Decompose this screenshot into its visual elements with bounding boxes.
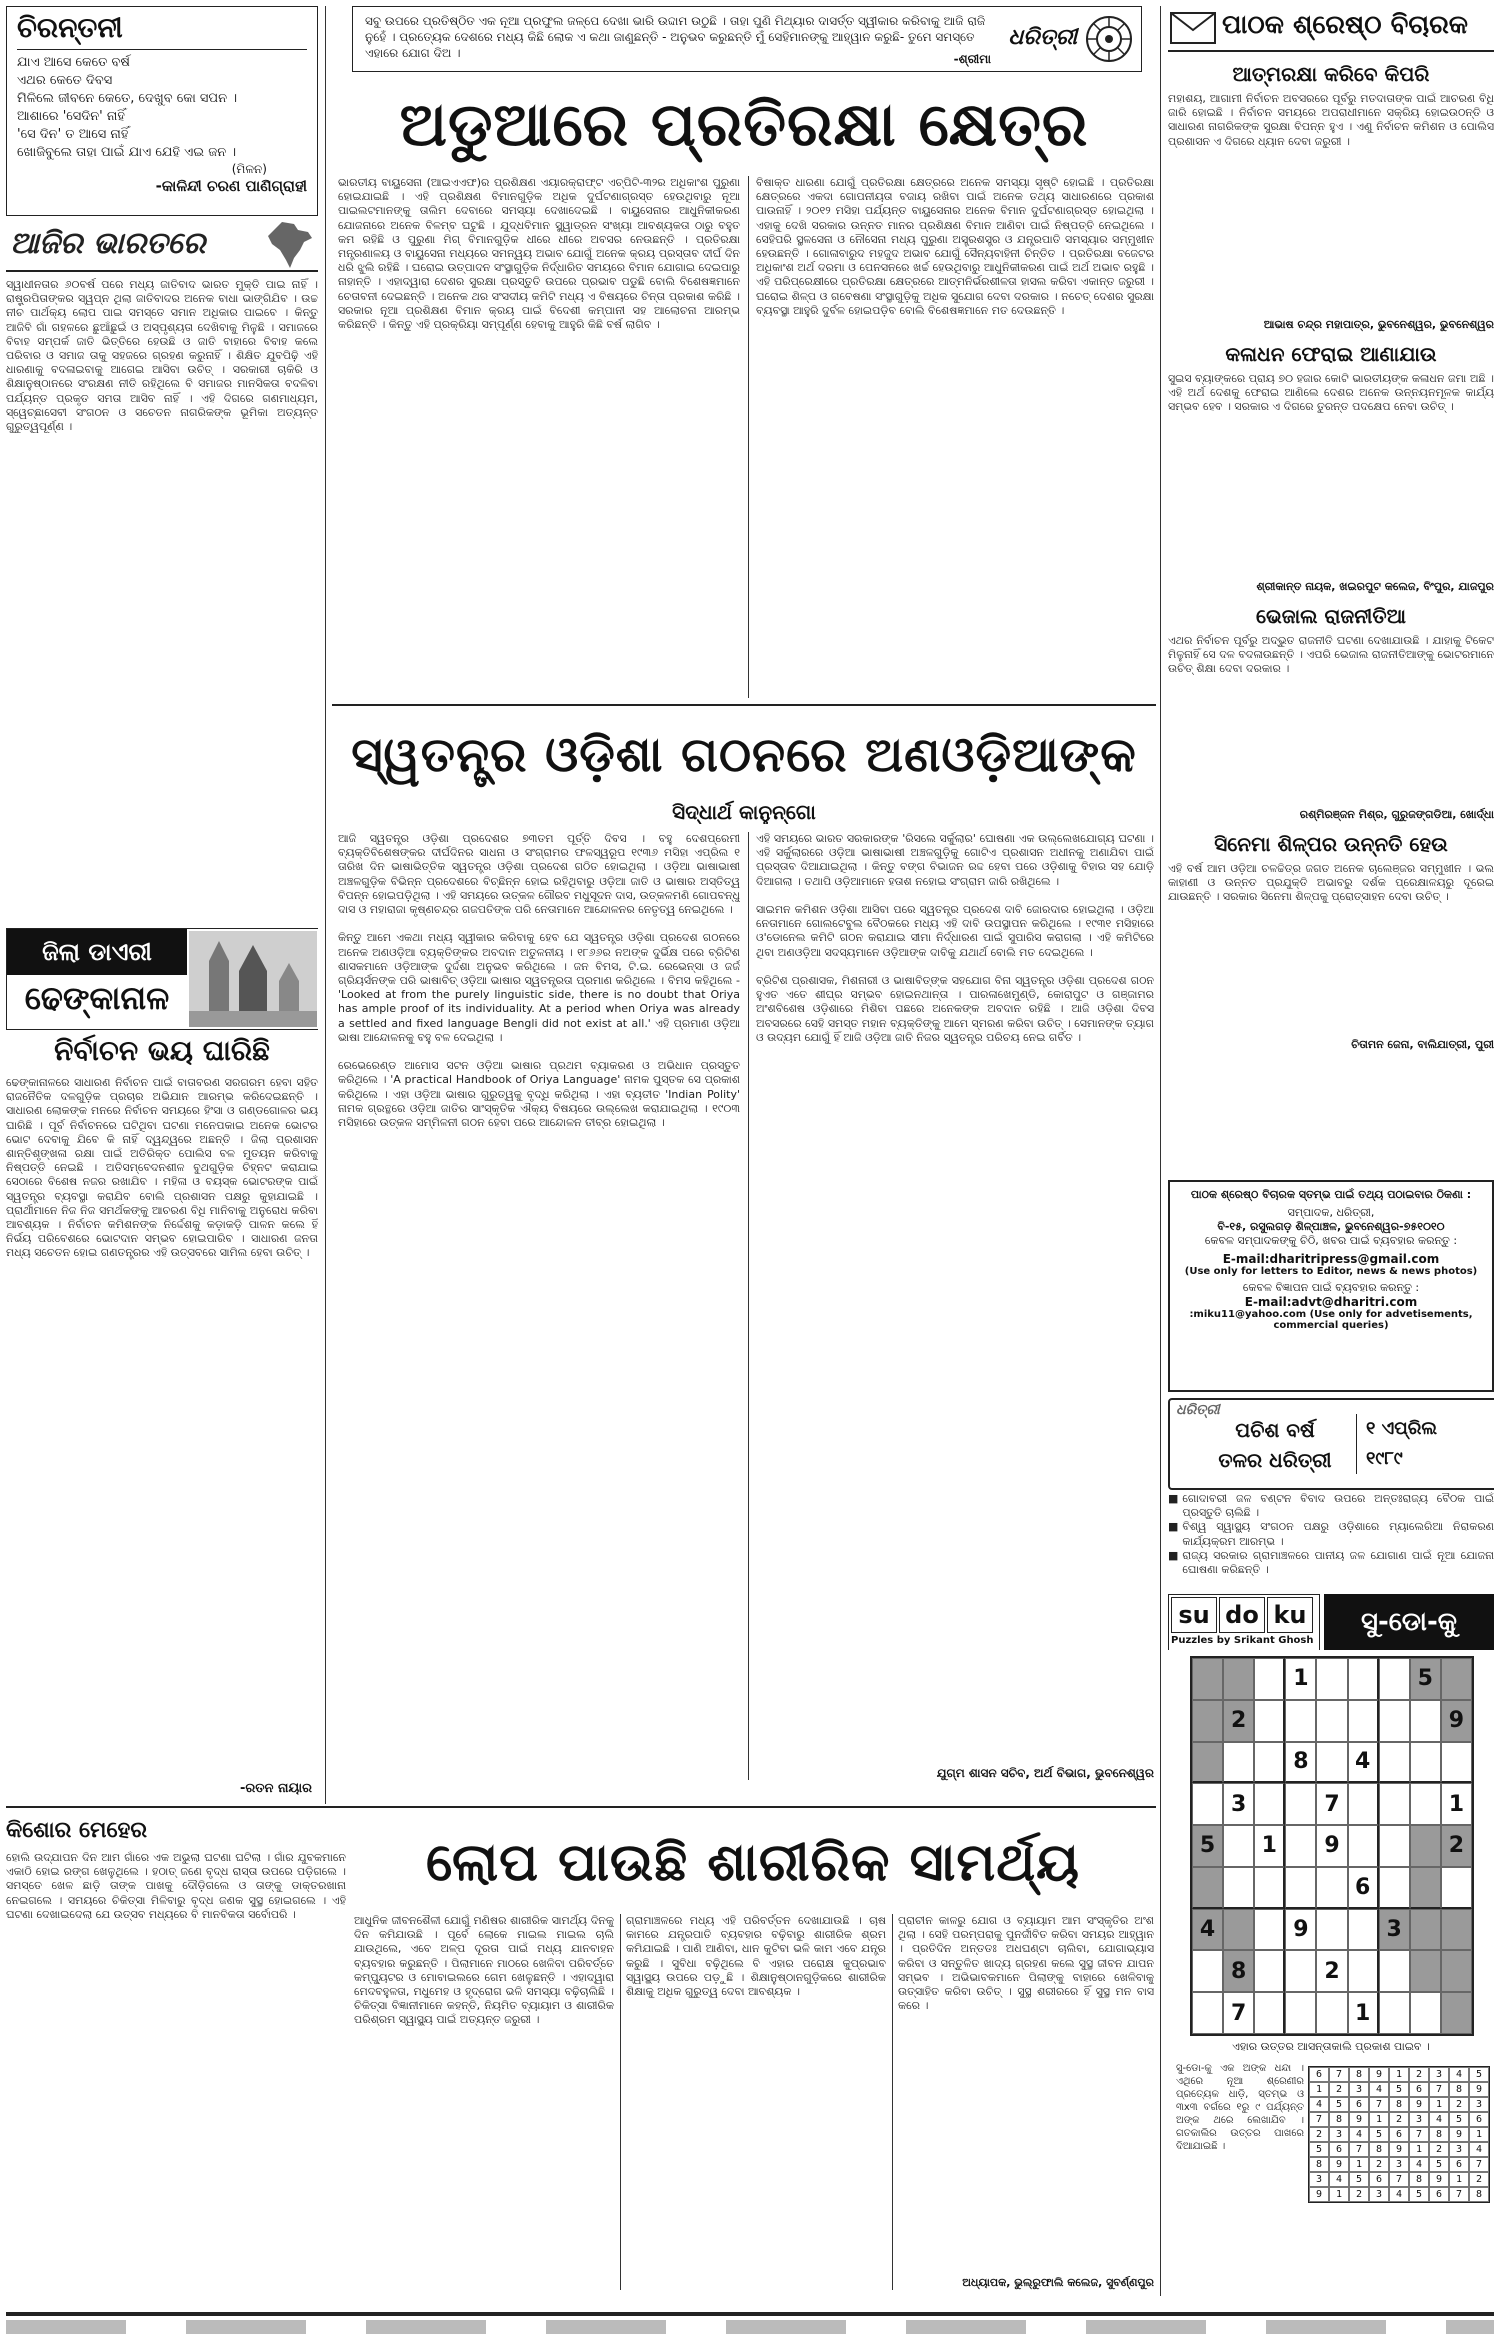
mini-answer-cell: 5 [1349,2172,1369,2187]
mini-answer-cell: 1 [1329,2187,1349,2202]
mini-answer-cell: 1 [1369,2112,1389,2127]
mini-answer-cell: 4 [1349,2127,1369,2142]
sudoku-cell[interactable]: 7 [1316,1783,1347,1825]
sudoku-cell[interactable] [1316,1658,1347,1700]
sudoku-cell[interactable] [1410,1825,1441,1867]
pachisa-divider [1356,1414,1357,1474]
mini-answer-cell: 8 [1309,2157,1329,2172]
mini-answer-cell: 9 [1469,2082,1489,2097]
bottom-column-3: ପ୍ରାଚୀନ କାଳରୁ ଯୋଗ ଓ ବ୍ୟାୟାମ ଆମ ସଂସ୍କୃତିର ଅଂଶ ଥିଲା । ସେହି ପରମ୍ପରାକୁ ପୁନର୍ଜୀବିତ କରିବା ସମୟର ଆହ୍ୱାନ । ପ୍ରତିଦିନ ଅନ୍ତତଃ ଅଧଘଣ୍ଟା ଚାଲିବା, ଯୋଗାଭ୍ୟାସ କରିବା ଓ ସନ୍ତୁଳିତ ଖାଦ୍ୟ ଗ୍ରହଣ କଲେ ସୁସ୍ଥ ଜୀବନ ଯାପନ ସମ୍ଭବ । ଅଭିଭାବକମାନେ ପିଲାଙ୍କୁ ବାହାରେ ଖେଳିବାକୁ ଉତ୍ସାହିତ କରିବା ଉଚିତ୍ । ସୁସ୍ଥ ଶରୀରରେ ହିଁ ସୁସ୍ଥ ମନ ବାସ କରେ । [898,1914,1154,2013]
aaji-bharat-body: ସ୍ୱାଧୀନତାର ୬୦ବର୍ଷ ପରେ ମଧ୍ୟ ଜାତିବାଦ ଭାରତ ମୁକ୍ତି ପାଇ ନାହିଁ । ରାଷ୍ଟ୍ରପିତାଙ୍କର ସ୍ୱପ୍ନ ଥିଲା ଜାତିବାଦର ଅନେକ ବାଧା ଭାଙ୍ଗିଯିବ । ଉଚ୍ଚ ନୀଚ ପାର୍ଥକ୍ୟ ଲୋପ ପାଇ ସମସ୍ତେ ସମାନ ଅଧିକାର ପାଇବେ । କିନ୍ତୁ ଆଜିବି ଗାଁ ଗହଳରେ ଛୁଆଁଛୁଇଁ ଓ ଅସ୍ପୃଶ୍ୟତା ଦେଖିବାକୁ ମିଳୁଛି । ସମାଜରେ ବିବାହ ସମ୍ପର୍କ ଜାତି ଭିତ୍ତିରେ ହେଉଛି ଓ ଜାତି ବାହାରେ ବିବାହ କଲେ ପରିବାର ଓ ସମାଜ ତାକୁ ସହଜରେ ଗ୍ରହଣ କରୁନାହିଁ । ଶିକ୍ଷିତ ଯୁବପିଢ଼ି ଏହି ଧାରଣାକୁ ବଦଳାଇବାକୁ ଆଗେଇ ଆସିବା ଉଚିତ୍ । ସରକାରୀ ଚାକିରି ଓ ଶିକ୍ଷାନୁଷ୍ଠାନରେ ସଂରକ୍ଷଣ ନୀତି ରହିଥିଲେ ବି ସମାଜର ମାନସିକତା ବଦଳିବା ପର୍ଯ୍ୟନ୍ତ ପ୍ରକୃତ ସମତା ଆସିବ ନାହିଁ । ଏହି ଦିଗରେ ଗଣମାଧ୍ୟମ, ସ୍ୱେଚ୍ଛାସେବୀ ସଂଗଠନ ଓ ସଚେତନ ନାଗରିକଙ୍କ ଭୂମିକା ଅତ୍ୟନ୍ତ ଗୁରୁତ୍ୱପୂର୍ଣ୍ଣ । [6,278,318,434]
kishore-section [6,1814,346,2304]
column-rule [748,176,749,698]
sudoku-cell[interactable] [1192,1783,1223,1825]
sudoku-cell[interactable] [1285,1950,1316,1992]
sudoku-cell[interactable] [1379,1742,1410,1784]
mini-answer-cell: 6 [1429,2187,1449,2202]
sudoku-cell[interactable] [1223,1658,1254,1700]
letter-title: ସିନେମା ଶିଳ୍ପର ଉନ୍ନତି ହେଉ [1214,832,1448,856]
mini-answer-cell: 9 [1349,2112,1369,2127]
sudoku-cell[interactable] [1254,1867,1285,1909]
sudoku-logo-cell: do [1219,1597,1265,1633]
sudoku-cell[interactable] [1379,1992,1410,2034]
letters-title: ପାଠକ ଶ୍ରେଷ୍ଠ ବିଚାରକ [1222,10,1469,40]
mini-answer-cell: 5 [1469,2067,1489,2082]
mini-answer-cell: 4 [1369,2082,1389,2097]
letter-body: ଏହି ବର୍ଷ ଆମ ଓଡ଼ିଆ ଚଳଚ୍ଚିତ୍ର ଜଗତ ଅନେକ ଚାଲେଞ୍ଜର ସମ୍ମୁଖୀନ । ଭଲ କାହାଣୀ ଓ ଉନ୍ନତ ପ୍ରଯୁକ୍ତି ଅଭାବରୁ ଦର୍ଶକ ପ୍ରେକ୍ଷାଳୟରୁ ଦୂରେଇ ଯାଉଛନ୍ତି । ସରକାର ସିନେମା ଶିଳ୍ପକୁ ପ୍ରୋତ୍ସାହନ ଦେବା ଉଚିତ୍ । [1168,862,1494,904]
zilla-diary-author: -ରତନ ନାୟାର [240,1781,312,1796]
sudoku-header [1168,1594,1494,1650]
address-line: କେବଳ ସମ୍ପାଦକଙ୍କୁ ଚିଠି, ଖବର ପାଇଁ ବ୍ୟବହାର କରନ୍ତୁ : [1204,1234,1458,1247]
chirantani-box [6,6,318,216]
editor-email-note: (Use only for letters to Editor, news & news photos) [1184,1266,1478,1277]
pachisa-item-text: ରାଜ୍ୟ ସରକାର ଗ୍ରାମାଞ୍ଚଳରେ ପାନୀୟ ଜଳ ଯୋଗାଣ ପାଇଁ ନୂଆ ଯୋଜନା ଘୋଷଣା କରିଛନ୍ତି । [1182,1548,1494,1577]
sudoku-cell[interactable] [1379,1658,1410,1700]
sudoku-cell[interactable]: 4 [1192,1909,1223,1951]
mini-answer-cell: 7 [1349,2142,1369,2157]
sudoku-cell[interactable] [1379,1867,1410,1909]
mini-answer-cell: 2 [1389,2112,1409,2127]
mini-answer-cell: 5 [1449,2112,1469,2127]
pachisa-item [1168,1492,1494,1577]
letter-author: ଶ୍ରୀକାନ୍ତ ନାୟକ, ଖଇରପୁଟ କଲେଜ, ବିଂପୁର, ଯାଜପୁର [1256,580,1494,593]
letters-list [1168,58,1494,1176]
sudoku-cell[interactable]: 5 [1192,1825,1223,1867]
letter-item [1168,832,1494,1052]
mini-answer-cell: 5 [1409,2187,1429,2202]
sudoku-cell[interactable]: 3 [1379,1909,1410,1951]
bullet-icon: ■ [1168,1520,1179,1534]
chirantani-line: ଆଶାରେ 'ସେଦିନ' ନାହିଁ [17,109,125,124]
sudoku-cell[interactable] [1254,1658,1285,1700]
column-rule [325,6,326,1804]
sudoku-cell[interactable] [1223,1825,1254,1867]
sudoku-cell[interactable]: 1 [1441,1783,1472,1825]
mini-answer-cell: 5 [1369,2127,1389,2142]
sudoku-cell[interactable] [1348,1783,1379,1825]
pachisa-bullet [1168,1549,1494,1577]
mini-answer-cell: 2 [1409,2067,1429,2082]
letters-header [1168,6,1494,52]
column-rule [620,1914,621,2290]
mini-answer-cell: 3 [1329,2127,1349,2142]
mini-answer-cell: 3 [1369,2187,1389,2202]
section-divider [332,704,1156,706]
letter-title: ଆତ୍ମରକ୍ଷା କରିବେ କିପରି [1232,62,1430,86]
mini-answer-cell: 4 [1469,2142,1489,2157]
ads-email-label: କେବଳ ବିଜ୍ଞାପନ ପାଇଁ ବ୍ୟବହାର କରନ୍ତୁ : [1242,1281,1420,1294]
aaji-bharat-section [6,222,318,922]
sudoku-cell[interactable] [1348,1700,1379,1742]
sudoku-cell[interactable] [1223,1909,1254,1951]
sudoku-answer-note: ଏହାର ଉତ୍ତର ଆସନ୍ତାକାଲି ପ୍ରକାଶ ପାଇବ । [1232,2040,1430,2053]
address-line: ସମ୍ପାଦକ, ଧରିତ୍ରୀ, [1287,1206,1375,1219]
pachisa-item-text: ବିଶ୍ୱ ସ୍ୱାସ୍ଥ୍ୟ ସଂଗଠନ ପକ୍ଷରୁ ଓଡ଼ିଶାରେ ମ୍ୟାଲେରିଆ ନିରାକରଣ କାର୍ଯ୍ୟକ୍ରମ ଆରମ୍ଭ । [1182,1520,1494,1548]
mini-answer-cell: 4 [1409,2157,1429,2172]
mini-answer-cell: 6 [1329,2142,1349,2157]
letters-address-box [1168,1180,1494,1392]
sudoku-cell[interactable] [1410,1909,1441,1951]
kishore-title: କିଶୋର ମେହେର [6,1818,148,1843]
mini-answer-cell: 8 [1389,2097,1409,2112]
column-rule [1160,6,1161,2296]
mini-answer-cell: 9 [1449,2127,1469,2142]
pachisa-item-text: ଗୋଦାବରୀ ଜଳ ବଣ୍ଟନ ବିବାଦ ଉପରେ ଅନ୍ତଃରାଜ୍ୟ ବୈଠକ ପାଇଁ ପ୍ରସ୍ତୁତି ଚାଲିଛି । [1182,1492,1494,1520]
sudoku-logo-cell: su [1171,1597,1217,1633]
sudoku-cell[interactable] [1223,1742,1254,1784]
sudoku-cell[interactable]: 7 [1223,1992,1254,2034]
mini-answer-cell: 8 [1469,2187,1489,2202]
mini-answer-cell: 6 [1409,2082,1429,2097]
mini-answer-cell: 3 [1449,2142,1469,2157]
mini-answer-cell: 4 [1449,2067,1469,2082]
sudoku-cell[interactable] [1348,1909,1379,1951]
mini-answer-cell: 8 [1349,2067,1369,2082]
sudoku-cell[interactable] [1379,1700,1410,1742]
mini-answer-cell: 8 [1429,2127,1449,2142]
sudoku-cell[interactable] [1316,1992,1347,2034]
mini-answer-cell: 7 [1409,2127,1429,2142]
sudoku-cell[interactable] [1441,1909,1472,1951]
sudoku-cell[interactable] [1285,1825,1316,1867]
letter-body: ଏଥର ନିର୍ବାଚନ ପୂର୍ବରୁ ଅଦ୍ଭୁତ ରାଜନୀତି ଘଟଣା ଦେଖାଯାଉଛି । ଯାହାକୁ ଟିକେଟ ମିଳୁନାହିଁ ସେ ଦଳ ବଦଳାଉଛନ୍ତି । ଏପରି ଭେଜାଲ ରାଜନୀତିଆଙ୍କୁ ଭୋଟରମାନେ ଉଚିତ୍ ଶିକ୍ଷା ଦେବା ଦରକାର । [1168,634,1494,676]
mini-answer-cell: 6 [1369,2172,1389,2187]
sudoku-cell[interactable] [1192,1867,1223,1909]
chirantani-title: ଚିରନ୍ତନୀ [17,11,307,50]
mini-answer-cell: 1 [1409,2142,1429,2157]
mini-answer-cell: 2 [1369,2157,1389,2172]
envelope-icon [1170,12,1216,44]
lead-headline: ଅଡୁଆରେ ପ୍ରତିରକ୍ଷା କ୍ଷେତ୍ର [399,90,1089,160]
letter-title: କଳାଧନ ଫେରାଇ ଆଣାଯାଉ [1225,342,1437,366]
sudoku-cell[interactable] [1316,1909,1347,1951]
sudoku-cell[interactable]: 8 [1285,1742,1316,1784]
pachisa-title-2: ତଳର ଧରିତ୍ରୀ [1218,1448,1332,1472]
sudoku-cell[interactable] [1192,1992,1223,2034]
mini-answer-cell: 3 [1429,2067,1449,2082]
aaji-bharat-title-band [6,222,318,272]
mini-answer-cell: 2 [1469,2172,1489,2187]
masthead-brand: ଧରିତ୍ରୀ [1008,25,1077,50]
chirantani-line: 'ସେ ଦିନ' ତ ଆସେ ନାହିଁ [17,127,129,142]
sudoku-cell[interactable]: 2 [1316,1950,1347,1992]
sudoku-cell[interactable] [1285,1867,1316,1909]
chirantani-line: ମିଳିଲେ ଜୀବନେ କେତେ, ଦେଖୁବ କୋ ସପନ । [17,91,238,106]
sudoku-cell[interactable] [1285,1700,1316,1742]
pachisa-banner [1168,1398,1494,1490]
masthead-quote-text: ସବୁ ଉପରେ ପ୍ରତିଷ୍ଠିତ ଏକ ନୂଆ ପ୍ରଫୁଲ ଜଳ୍ପେ ଦେଖା ଭାରି ଉଦ୍ଦାମ ଉଠୁଛି । ତାହା ପୁଣି ମିଥ୍ୟାର ଦାସର୍ତ୍ତ ସ୍ୱୀକାର କରିବାକୁ ଆଜି ରାଜି ନୁହେଁ । ପ୍ରତ୍ୟେକ ଦେଶରେ ମଧ୍ୟ କିଛି ଲୋକ ଏ କଥା ଜାଣୁଛନ୍ତି - ଅନୁଭବ କରୁଛନ୍ତି ମୁଁ ସେହିମାନଙ୍କୁ ଆହ୍ୱାନ କରୁଛି- ତୁମେ ସମସ୍ତେ ଏହାରେ ଯୋଗ ଦିଅ । [365,14,986,60]
aaji-bharat-title: ଆଜିର ଭାରତରେ [10,226,206,261]
letter-item [1168,342,1494,594]
sudoku-cell[interactable] [1379,1950,1410,1992]
mini-answer-cell: 6 [1469,2112,1489,2127]
sudoku-cell[interactable] [1410,1867,1441,1909]
sudoku-cell[interactable] [1410,1742,1441,1784]
mini-answer-cell: 3 [1349,2082,1369,2097]
sudoku-cell[interactable] [1192,1658,1223,1700]
mini-answer-cell: 2 [1449,2097,1469,2112]
mini-answer-cell: 4 [1389,2187,1409,2202]
sudoku-cell[interactable]: 2 [1223,1700,1254,1742]
mini-answer-cell: 5 [1429,2157,1449,2172]
sudoku-cell[interactable]: 9 [1441,1700,1472,1742]
mini-answer-cell: 6 [1309,2067,1329,2082]
sun-emblem-icon [1083,13,1135,65]
sudoku-cell[interactable] [1348,1658,1379,1700]
zilla-diary-banner [6,928,318,1030]
sudoku-logo [1168,1594,1320,1650]
mini-answer-cell: 5 [1389,2082,1409,2097]
mini-answer-cell: 1 [1469,2127,1489,2142]
sudoku-cell[interactable] [1348,1950,1379,1992]
column-rule [892,1914,893,2290]
mini-answer-cell: 6 [1449,2157,1469,2172]
sudoku-grid[interactable] [1190,1656,1474,2036]
sudoku-cell[interactable] [1441,1950,1472,1992]
sudoku-cell[interactable] [1254,1950,1285,1992]
sudoku-cell[interactable] [1379,1825,1410,1867]
sudoku-cell[interactable]: 9 [1285,1909,1316,1951]
sudoku-mini-answer [1308,2066,1490,2203]
sudoku-cell[interactable] [1285,1783,1316,1825]
mini-answer-cell: 7 [1429,2082,1449,2097]
pachisa-date-day: ୧ ଏପ୍ରିଲ [1366,1418,1438,1439]
sudoku-cell[interactable]: 9 [1316,1825,1347,1867]
sudoku-cell[interactable] [1192,1950,1223,1992]
mini-answer-cell: 5 [1309,2142,1329,2157]
bottom-column-2: ଗ୍ରାମାଞ୍ଚଳରେ ମଧ୍ୟ ଏହି ପରିବର୍ତ୍ତନ ଦେଖାଯାଉଛି । ଚାଷ କାମରେ ଯନ୍ତ୍ରପାତି ବ୍ୟବହାର ବଢ଼ିବାରୁ ଶାରୀରିକ ଶ୍ରମ କମିଯାଇଛି । ପାଣି ଆଣିବା, ଧାନ କୁଟିବା ଭଳି କାମ ଏବେ ଯନ୍ତ୍ର କରୁଛି । ସୁବିଧା ବଢ଼ିଥିଲେ ବି ଏହାର ପରୋକ୍ଷ କୁପ୍ରଭାବ ସ୍ୱାସ୍ଥ୍ୟ ଉପରେ ପଡ଼ୁଛି । ଶିକ୍ଷାନୁଷ୍ଠାନଗୁଡ଼ିକରେ ଶାରୀରିକ ଶିକ୍ଷାକୁ ଅଧିକ ଗୁରୁତ୍ୱ ଦେବା ଆବଶ୍ୟକ । [626,1914,886,1999]
zilla-diary-district: ଢେଙ୍କାନାଳ [24,979,170,1017]
section-divider [6,1806,1156,1808]
address-title: ପାଠକ ଶ୍ରେଷ୍ଠ ବିଚାରକ ସ୍ତମ୍ଭ ପାଇଁ ତଥ୍ୟ ପଠାଇବାର ଠିକଣା : [1190,1188,1472,1201]
mini-answer-cell: 7 [1369,2097,1389,2112]
zilla-diary-body: ଢେଙ୍କାନାଳରେ ସାଧାରଣ ନିର୍ବାଚନ ପାଇଁ ବାତାବରଣ ସରଗରମ ହେବା ସହିତ ରାଜନୈତିକ ଦଳଗୁଡ଼ିକ ପ୍ରଚାର ଅଭିଯାନ ଆରମ୍ଭ କରିଦେଇଛନ୍ତି । ସାଧାରଣ ଲୋକଙ୍କ ମନରେ ନିର୍ବାଚନ ସମୟରେ ହିଂସା ଓ ଗଣ୍ଡଗୋଳର ଭୟ ଘାରିଛି । ପୂର୍ବ ନିର୍ବାଚନରେ ଘଟିଥିବା ଘଟଣା ମନେପକାଇ ଅନେକ ଭୋଟର ଭୋଟ ଦେବାକୁ ଯିବେ କି ନାହିଁ ଦ୍ୱନ୍ଦ୍ୱରେ ଅଛନ୍ତି । ଜିଲା ପ୍ରଶାସନ ଶାନ୍ତିଶୃଙ୍ଖଳା ରକ୍ଷା ପାଇଁ ଅତିରିକ୍ତ ପୋଲିସ ବଳ ମୁତୟନ କରିବାକୁ ନିଷ୍ପତ୍ତି ନେଇଛି । ଅତିସମ୍ବେଦନଶୀଳ ବୁଥଗୁଡ଼ିକ ଚିହ୍ନଟ କରାଯାଇ ସେଠାରେ ବିଶେଷ ନଜର ରଖାଯିବ । ମହିଳା ଓ ବୟସ୍କ ଭୋଟରଙ୍କ ପାଇଁ ସ୍ୱତନ୍ତ୍ର ବ୍ୟବସ୍ଥା କରାଯିବ ବୋଲି ପ୍ରଶାସନ ପକ୍ଷରୁ କୁହାଯାଇଛି । ପ୍ରାର୍ଥୀମାନେ ନିଜ ନିଜ ସମର୍ଥକଙ୍କୁ ଆଚରଣ ବିଧି ମାନିବାକୁ ଅନୁରୋଧ କରିବା ଆବଶ୍ୟକ । ନିର୍ବାଚନ କମିଶନଙ୍କ ନିର୍ଦ୍ଦେଶକୁ କଡ଼ାକଡ଼ି ପାଳନ କଲେ ହିଁ ନିର୍ଭୟ ପରିବେଶରେ ଭୋଟଦାନ ସମ୍ଭବ ହୋଇପାରିବ । ସାଧାରଣ ଜନତା ମଧ୍ୟ ସଚେତନ ହୋଇ ଗଣତନ୍ତ୍ରର ଏହି ଉତ୍ସବରେ ସାମିଲ ହେବା ଉଚିତ୍ । [6,1076,318,1260]
feature-column-1: ଆଜି ସ୍ୱତନ୍ତ୍ର ଓଡ଼ିଶା ପ୍ରଦେଶର ୭୩ତମ ପୂର୍ତ୍ତି ଦିବସ । ବହୁ ଦେଶପ୍ରେମୀ ବ୍ୟକ୍ତିବିଶେଷଙ୍କର ଦୀର୍ଘଦିନର ସାଧନା ଓ ସଂଗ୍ରାମର ଫଳସ୍ୱରୂପ ୧୯୩୬ ମସିହା ଏପ୍ରିଲ ୧ ତାରିଖ ଦିନ ଭାଷାଭିତ୍ତିକ ସ୍ୱତନ୍ତ୍ର ଓଡ଼ିଶା ପ୍ରଦେଶ ଗଠିତ ହୋଇଥିଲା । ଓଡ଼ିଆ ଭାଷାଭାଷୀ ଅଞ୍ଚଳଗୁଡ଼ିକ ବିଭିନ୍ନ ପ୍ରଦେଶରେ ବିଚ୍ଛିନ୍ନ ହୋଇ ରହିଥିବାରୁ ଓଡ଼ିଆ ଜାତି ଓ ଭାଷାର ଅସ୍ତିତ୍ୱ ବିପନ୍ନ ହୋଇପଡ଼ିଥିଲା । ଏହି ସମୟରେ ଉତ୍କଳ ଗୌରବ ମଧୁସୂଦନ ଦାସ, ଉତ୍କଳମଣି ଗୋପବନ୍ଧୁ ଦାସ ଓ ମହାରାଜା କୃଷ୍ଣଚନ୍ଦ୍ର ଗଜପତିଙ୍କ ପରି ନେତାମାନେ ଆନ୍ଦୋଳନର ନେତୃତ୍ୱ ନେଇଥିଲେ । କିନ୍ତୁ ଆମେ ଏକଥା ମଧ୍ୟ ସ୍ୱୀକାର କରିବାକୁ ହେବ ଯେ ସ୍ୱତନ୍ତ୍ର ଓଡ଼ିଶା ପ୍ରଦେଶ ଗଠନରେ ଅନେକ ଅଣଓଡ଼ିଆ ବ୍ୟକ୍ତିଙ୍କର ଅବଦାନ ଅତୁଳନୀୟ । ୧୮୬୬ର ନଅଙ୍କ ଦୁର୍ଭିକ୍ଷ ପରେ ବ୍ରିଟିଶ ଶାସକମାନେ ଓଡ଼ିଆଙ୍କ ଦୁର୍ଦ୍ଦଶା ଅନୁଭବ କରିଥିଲେ । ଜନ ବିମସ, ଟି.ଇ. ରେଭେନ୍ସା ଓ ଜର୍ଜ ଗ୍ରିୟର୍ସନଙ୍କ ପରି ଭାଷାବିତ୍ ଓଡ଼ିଆ ଭାଷାର ସ୍ୱତନ୍ତ୍ରତା ପ୍ରମାଣ କରିଥିଲେ । ବିମସ କହିଥିଲେ - 'Looked at from the purely linguistic side, there is no doubt that Oriya has ample proof of its individuality. At a period when Oriya was already a settled and fixed language Bengli did not exist at all.' ଏହି ପ୍ରମାଣ ଓଡ଼ିଆ ଭାଷା ଆନ୍ଦୋଳନକୁ ବହୁ ବଳ ଦେଇଥିଲା । ରେଭେରେଣ୍ଡ ଆମୋସ ସଟନ ଓଡ଼ିଆ ଭାଷାର ପ୍ରଥମ ବ୍ୟାକରଣ ଓ ଅଭିଧାନ ପ୍ରସ୍ତୁତ କରିଥିଲେ । 'A practical Handbook of Oriya Language' ନାମକ ପୁସ୍ତକ ସେ ପ୍ରକାଶ କରିଥିଲେ । ଏହା ଓଡ଼ିଆ ଭାଷାର ଗୁରୁତ୍ୱକୁ ବୃଦ୍ଧି କରିଥିଲା । ଏହା ବ୍ୟତୀତ 'Indian Polity' ନାମକ ଗ୍ରନ୍ଥରେ ଓଡ଼ିଆ ଜାତିର ସାଂସ୍କୃତିକ ଐକ୍ୟ ବିଷୟରେ ଉଲ୍ଲେଖ କରାଯାଇଥିଲା । ୧୯୦୩ ମସିହାରେ ଉତ୍କଳ ସମ୍ମିଳନୀ ଗଠନ ହେବା ପରେ ଆନ୍ଦୋଳନ ତୀବ୍ର ହୋଇଥିଲା । [338,832,740,1130]
mini-answer-cell: 2 [1429,2142,1449,2157]
mini-answer-cell: 1 [1309,2082,1329,2097]
feature-headline: ସ୍ୱତନ୍ତ୍ର ଓଡ଼ିଶା ଗଠନରେ ଅଣଓଡ଼ିଆଙ୍କ [351,727,1137,783]
ads-email-link-2[interactable]: :miku11@yahoo.com (Use only for advetisements, commercial queries) [1189,1309,1473,1331]
mini-answer-cell: 9 [1389,2142,1409,2157]
mini-answer-cell: 9 [1429,2172,1449,2187]
pachisa-bullet [1168,1520,1494,1548]
address-line: ବି-୧୫, ରସୁଲଗଡ଼ ଶିଳ୍ପାଞ୍ଚଳ, ଭୁବନେଶ୍ୱର-୭୫୧୦୧୦ [1217,1220,1445,1233]
mini-answer-cell: 1 [1349,2157,1369,2172]
mini-answer-cell: 1 [1449,2172,1469,2187]
mini-answer-cell: 7 [1449,2187,1469,2202]
kishore-body: ହୋଲି ଉଦ୍‌ଯାପନ ଦିନ ଆମ ଗାଁରେ ଏକ ଅଭୁଲା ଘଟଣା ଘଟିଲା । ଗାଁର ଯୁବକମାନେ ଏକାଠି ହୋଇ ରଙ୍ଗ ଖେଳୁଥିଲେ । ହଠାତ୍ ଜଣେ ବୃଦ୍ଧ ରାସ୍ତା ଉପରେ ପଡ଼ିଗଲେ । ସମସ୍ତେ ଖେଳ ଛାଡ଼ି ତାଙ୍କ ପାଖକୁ ଦୌଡ଼ିଗଲେ ଓ ତାଙ୍କୁ ଡାକ୍ତରଖାନା ନେଇଗଲେ । ସମୟରେ ଚିକିତ୍ସା ମିଳିବାରୁ ବୃଦ୍ଧ ଜଣକ ସୁସ୍ଥ ହୋଇଗଲେ । ଏହି ଘଟଣା ଦେଖାଇଦେଲା ଯେ ଉତ୍ସବ ମଧ୍ୟରେ ବି ମାନବିକତା ସର୍ବୋପରି । [6,1851,346,1921]
mini-answer-cell: 9 [1409,2097,1429,2112]
sudoku-cell[interactable] [1441,1867,1472,1909]
sudoku-cell[interactable] [1441,1658,1472,1700]
ads-email-link[interactable]: E-mail:advt@dharitri.com [1244,1295,1418,1309]
sudoku-cell[interactable] [1254,1909,1285,1951]
sudoku-cell[interactable] [1410,1992,1441,2034]
letter-item [1168,604,1494,822]
india-map-icon [264,222,316,270]
letter-item [1168,62,1494,332]
letter-body: ମହାଶୟ, ଆଗାମୀ ନିର୍ବାଚନ ଅବସରରେ ପୂର୍ବରୁ ମତଦାତାଙ୍କ ପାଇଁ ଆଚରଣ ବିଧି ଜାରି ହୋଇଛି । ନିର୍ବାଚନ ସମୟରେ ଅପରାଧୀମାନେ ସକ୍ରିୟ ହୋଇଉଠନ୍ତି ଓ ସାଧାରଣ ନାଗରିକଙ୍କ ସୁରକ୍ଷା ବିପନ୍ନ ହୁଏ । ଏଣୁ ନିର୍ବାଚନ କମିଶନ ଓ ପୋଲିସ ପ୍ରଶାସନ ଏ ଦିଗରେ ଧ୍ୟାନ ଦେବା ଜରୁରୀ । [1168,92,1494,148]
lead-column-1: ଭାରତୀୟ ବାୟୁସେନା (ଆଇଏଏଫ)ର ପ୍ରଶିକ୍ଷଣ ଏୟାରକ୍ରାଫ୍ଟ ଏଚ୍‌ପିଟି-୩୨ର ଅଧିକାଂଶ ପୁରୁଣା ହୋଇଯାଇଛି । ଏହି ପ୍ରଶିକ୍ଷଣ ବିମାନଗୁଡ଼ିକ ଅଧିକ ଦୁର୍ଘଟଣାଗ୍ରସ୍ତ ହେଉଥିବାରୁ ନୂଆ ପାଇଲଟମାନଙ୍କୁ ତାଲିମ ଦେବାରେ ସମସ୍ୟା ଦେଖାଦେଇଛି । ବାୟୁସେନାର ଆଧୁନିକୀକରଣ ଯୋଜନାରେ ଅନେକ ବିଳମ୍ବ ଘଟୁଛି । ଯୁଦ୍ଧବିମାନ ସ୍କ୍ୱାଡ୍ରନ ସଂଖ୍ୟା ଆବଶ୍ୟକତା ଠାରୁ ବହୁତ କମ ରହିଛି ଓ ପୁରୁଣା ମିଗ୍ ବିମାନଗୁଡ଼ିକ ଧୀରେ ଧୀରେ ଅବସର ନେଉଛନ୍ତି । ପ୍ରତିରକ୍ଷା ମନ୍ତ୍ରଣାଳୟ ଓ ବାୟୁସେନା ମଧ୍ୟରେ ସମନ୍ୱୟ ଅଭାବ ଯୋଗୁଁ ଅନେକ କ୍ରୟ ପ୍ରସ୍ତାବ ଦୀର୍ଘ ଦିନ ଧରି ଝୁଲି ରହିଛି । ଘରୋଇ ଉତ୍ପାଦନ ସଂସ୍ଥାଗୁଡ଼ିକ ନିର୍ଦ୍ଧାରିତ ସମୟରେ ବିମାନ ଯୋଗାଇ ଦେଇପାରୁ ନାହାନ୍ତି । ଏହାଦ୍ୱାରା ଦେଶର ସୁରକ୍ଷା ପ୍ରସ୍ତୁତି ଉପରେ ପ୍ରଭାବ ପଡୁଛି ବୋଲି ବିଶେଷଜ୍ଞମାନେ ଚେତାବନୀ ଦେଇଛନ୍ତି । ଅନେକ ଥର ସଂସଦୀୟ କମିଟି ମଧ୍ୟ ଏ ବିଷୟରେ ଚିନ୍ତା ପ୍ରକାଶ କରିଛି । ସରକାର ନୂଆ ପ୍ରଶିକ୍ଷଣ ବିମାନ କ୍ରୟ ପାଇଁ ବିଦେଶୀ କମ୍ପାନୀ ସହ ଆଲୋଚନା ଆରମ୍ଭ କରିଛନ୍ତି । କିନ୍ତୁ ଏହି ପ୍ରକ୍ରିୟା ସମ୍ପୂର୍ଣ୍ଣ ହେବାକୁ ଆହୁରି କିଛି ବର୍ଷ ଲାଗିବ । [338,176,740,332]
sudoku-cell[interactable] [1316,1867,1347,1909]
feature-byline: ସିଦ୍ଧାର୍ଥ କାନୁନ୍‌ଗୋ [672,800,816,824]
sudoku-cell[interactable] [1285,1992,1316,2034]
letter-author: ରଶ୍ମିରଞ୍ଜନ ମିଶ୍ର, ଗୁରୁଜଙ୍ଗଡିଆ, ଖୋର୍ଦ୍ଧା [1299,808,1494,821]
mini-answer-cell: 5 [1329,2097,1349,2112]
mini-answer-cell: 8 [1449,2082,1469,2097]
letter-author: ଚିତାମନ ଜେନା, ବାଲିଯାତ୍ରୀ, ପୁରୀ [1351,1038,1494,1051]
pachisa-brand: ଧରିତ୍ରୀ [1176,1402,1220,1418]
mini-answer-cell: 1 [1429,2097,1449,2112]
mini-answer-cell: 6 [1389,2127,1409,2142]
mini-answer-cell: 8 [1369,2142,1389,2157]
sudoku-cell[interactable]: 2 [1441,1825,1472,1867]
sudoku-cell[interactable] [1254,1742,1285,1784]
sudoku-cell[interactable] [1223,1867,1254,1909]
chirantani-line: ଯାଏ ଆସେ କେତେ ବର୍ଷ [17,55,130,70]
bottom-headline: ଲୋପ ପାଉଛି ଶାରୀରିକ ସାମର୍ଥ୍ୟ [425,1833,1081,1893]
sudoku-cell[interactable]: 1 [1285,1658,1316,1700]
mini-answer-cell: 6 [1349,2097,1369,2112]
sudoku-cell[interactable] [1316,1742,1347,1784]
chirantani-source: (ମିଳନ) [231,162,267,176]
sudoku-cell[interactable] [1410,1950,1441,1992]
mini-answer-cell: 4 [1329,2172,1349,2187]
zilla-diary-title: ନିର୍ବାଚନ ଭୟ ଘାରିଛି [54,1034,270,1067]
mini-answer-cell: 1 [1389,2067,1409,2082]
sudoku-rules: ସୁ-ଡୋ-କୁ ଏକ ଅଙ୍କ ଧନ୍ଦା । ଏଥିରେ ନୂଆ ଶ୍ରେଣୀର ପ୍ରତ୍ୟେକ ଧାଡ଼ି, ସ୍ତମ୍ଭ ଓ ୩x୩ ବର୍ଗରେ ୧ରୁ ୯ ପର୍ଯ୍ୟନ୍ତ ଅଙ୍କ ଥରେ ଲେଖାଯିବ । ଗତକାଲିର ଉତ୍ତର ପାଖରେ ଦିଆଯାଇଛି । [1176,2063,1304,2152]
mini-answer-cell: 4 [1429,2112,1449,2127]
footer-rule [6,2312,1494,2316]
sudoku-cell[interactable] [1254,1783,1285,1825]
masthead-quote-author: -ଶ୍ରୀମା [953,52,991,66]
sudoku-cell[interactable]: 1 [1348,1992,1379,2034]
sudoku-cell[interactable]: 4 [1348,1742,1379,1784]
sudoku-cell[interactable] [1316,1700,1347,1742]
sudoku-cell[interactable] [1441,1742,1472,1784]
mini-answer-cell: 2 [1329,2082,1349,2097]
mini-answer-cell: 3 [1389,2157,1409,2172]
sudoku-cell[interactable]: 3 [1223,1783,1254,1825]
column-rule [748,832,749,1780]
letter-title: ଭେଜାଲ ରାଜନୀତିଆ [1256,604,1406,628]
chirantani-line: ଏଥର କେତେ ଦିବସ [17,73,113,88]
sudoku-cell[interactable] [1410,1783,1441,1825]
sudoku-cell[interactable] [1441,1992,1472,2034]
chirantani-author: -କାଳିନ୍ଦୀ ଚରଣ ପାଣିଗ୍ରାହୀ [155,177,307,195]
sudoku-cell[interactable] [1254,1992,1285,2034]
pachisa-date-year: ୧୯୮୯ [1366,1448,1403,1469]
bottom-column-1: ଆଧୁନିକ ଜୀବନଶୈଳୀ ଯୋଗୁଁ ମଣିଷର ଶାରୀରିକ ସାମର୍ଥ୍ୟ ଦିନକୁ ଦିନ କମିଯାଉଛି । ପୂର୍ବେ ଲୋକେ ମାଇଲ ମାଇଲ ଚାଲି ଯାଉଥିଲେ, ଏବେ ଅଳ୍ପ ଦୂରତା ପାଇଁ ମଧ୍ୟ ଯାନବାହନ ବ୍ୟବହାର କରୁଛନ୍ତି । ପିଲାମାନେ ମାଠରେ ଖେଳିବା ପରିବର୍ତ୍ତେ କମ୍ପ୍ୟୁଟର ଓ ମୋବାଇଲରେ ଗେମ ଖେଳୁଛନ୍ତି । ଏହାଦ୍ୱାରା ମେଦବହୁଳତା, ମଧୁମେହ ଓ ହୃଦ୍‌ରୋଗ ଭଳି ସମସ୍ୟା ବଢ଼ିଚାଲିଛି । ଚିକିତ୍ସା ବିଜ୍ଞାନୀମାନେ କହନ୍ତି, ନିୟମିତ ବ୍ୟାୟାମ ଓ ଶାରୀରିକ ପରିଶ୍ରମ ସ୍ୱାସ୍ଥ୍ୟ ପାଇଁ ଅତ୍ୟନ୍ତ ଜରୁରୀ । [354,1914,614,2027]
sudoku-cell[interactable] [1410,1700,1441,1742]
sudoku-cell[interactable]: 5 [1410,1658,1441,1700]
mini-answer-cell: 8 [1409,2172,1429,2187]
pachisa-bullet [1168,1492,1494,1520]
bottom-signoff: ଅଧ୍ୟାପକ, ଭୁଲ୍ରୁଫାଲି କଲେଜ, ସୁବର୍ଣ୍ଣପୁର [962,2276,1154,2289]
mini-answer-cell: 3 [1409,2112,1429,2127]
mini-answer-cell: 9 [1329,2157,1349,2172]
sudoku-cell[interactable] [1192,1742,1223,1784]
letter-body: ସୁଇସ ବ୍ୟାଙ୍କରେ ପ୍ରାୟ ୭୦ ହଜାର କୋଟି ଭାରତୀୟଙ୍କ କଳାଧନ ଜମା ଅଛି । ଏହି ଅର୍ଥ ଦେଶକୁ ଫେରାଇ ଆଣିଲେ ଦେଶର ଅନେକ ଉନ୍ନୟନମୂଳକ କାର୍ଯ୍ୟ ସମ୍ଭବ ହେବ । ସରକାର ଏ ଦିଗରେ ତୁରନ୍ତ ପଦକ୍ଷେପ ନେବା ଉଚିତ୍ । [1168,372,1494,414]
mini-answer-cell: 2 [1349,2187,1369,2202]
sudoku-cell[interactable] [1348,1825,1379,1867]
chirantani-line: ଖୋଜିବୁଲେ ତାହା ପାଇଁ ଯାଏ ଯେହି ଏଇ ଜନ । [17,145,237,160]
lead-column-2: ବିଷାକ୍ତ ଧାରଣା ଯୋଗୁଁ ପ୍ରତିରକ୍ଷା କ୍ଷେତ୍ରରେ ଅନେକ ସମସ୍ୟା ସୃଷ୍ଟି ହୋଇଛି । ପ୍ରତିରକ୍ଷା କ୍ଷେତ୍ରରେ ଏକଦା ଗୋପନୀୟତା ବଜାୟ ରଖିବା ପାଇଁ ଅନେକ ତଥ୍ୟ ସାଧାରଣରେ ପ୍ରକାଶ ପାଉନାହିଁ । ୨୦୧୨ ମସିହା ପର୍ଯ୍ୟନ୍ତ ବାୟୁସେନାର ଅନେକ ବିମାନ ଦୁର୍ଘଟଣାଗ୍ରସ୍ତ ହୋଇଥିଲା । ଏହାକୁ ଦେଖି ସରକାର ଉନ୍ନତ ମାନର ପ୍ରଶିକ୍ଷଣ ବିମାନ ଆଣିବା ପାଇଁ ନିଷ୍ପତ୍ତି ନେଇଥିଲେ । ସେହିପରି ସ୍ଥଳସେନା ଓ ନୌସେନା ମଧ୍ୟ ପୁରୁଣା ଅସ୍ତ୍ରଶସ୍ତ୍ର ଓ ଯନ୍ତ୍ରପାତି ସମସ୍ୟାର ସମ୍ମୁଖୀନ ହେଉଛନ୍ତି । ଗୋଳାବାରୁଦ ମହଜୁଦ ଅଭାବ ଯୋଗୁଁ ସୈନ୍ୟବାହିନୀ ଚିନ୍ତିତ । ପ୍ରତିରକ୍ଷା ବଜେଟର ଅଧିକାଂଶ ଅର୍ଥ ଦରମା ଓ ପେନସନରେ ଖର୍ଚ୍ଚ ହେଉଥିବାରୁ ଆଧୁନିକୀକରଣ ପାଇଁ ଅର୍ଥ ଅଭାବ ରହୁଛି । ଏହି ପରିପ୍ରେକ୍ଷୀରେ ପ୍ରତିରକ୍ଷା କ୍ଷେତ୍ରରେ ଆତ୍ମନିର୍ଭରଶୀଳତା ହାସଲ କରିବା ଏକାନ୍ତ ଜରୁରୀ । ଘରୋଇ ଶିଳ୍ପ ଓ ଗବେଷଣା ସଂସ୍ଥାଗୁଡ଼ିକୁ ଅଧିକ ସୁଯୋଗ ଦେବା ଦରକାର । ନଚେତ୍ ଦେଶର ସୁରକ୍ଷା ବ୍ୟବସ୍ଥା ଆହୁରି ଦୁର୍ବଳ ହୋଇପଡ଼ିବ ବୋଲି ବିଶେଷଜ୍ଞମାନେ ମତ ଦେଉଛନ୍ତି । [756,176,1154,317]
letter-author: ଆଭାଷ ଚନ୍ଦ୍ର ମହାପାତ୍ର, ଭୁବନେଶ୍ୱର, ଭୁବନେଶ୍ୱର [1263,318,1494,331]
masthead-quote-box [352,6,1142,72]
sudoku-cell[interactable]: 8 [1223,1950,1254,1992]
temple-photo [189,931,317,1027]
mini-answer-cell: 9 [1369,2067,1389,2082]
mini-answer-cell: 3 [1469,2097,1489,2112]
sudoku-logo-sub: Puzzles by Srikant Ghosh [1171,1635,1314,1646]
zilla-diary-label: ଜିଲା ଡାଏରୀ [7,929,187,975]
pachisa-title-1: ପଚିଶ ବର୍ଷ [1235,1418,1315,1442]
sudoku-cell[interactable] [1254,1700,1285,1742]
page-footer-band [6,2320,1494,2334]
mini-answer-cell: 7 [1389,2172,1409,2187]
mini-answer-cell: 4 [1309,2097,1329,2112]
sudoku-logo-cell: ku [1267,1597,1313,1633]
sudoku-title: ସୁ-ଡୋ-କୁ [1324,1594,1494,1650]
feature-signoff: ଯୁଗ୍ମ ଶାସନ ସଚିବ, ଅର୍ଥ ବିଭାଗ, ଭୁବନେଶ୍ୱର [936,1766,1154,1780]
sudoku-cell[interactable]: 1 [1254,1825,1285,1867]
mini-answer-cell: 8 [1329,2112,1349,2127]
feature-column-2: ଏହି ସମୟରେ ଭାରତ ସରକାରଙ୍କ 'ରିସଲେ ସର୍କୁଲାର' ଘୋଷଣା ଏକ ଉଲ୍ଲେଖଯୋଗ୍ୟ ଘଟଣା । ଏହି ସର୍କୁଲାରରେ ଓଡ଼ିଆ ଭାଷାଭାଷୀ ଅଞ୍ଚଳଗୁଡ଼ିକୁ ଗୋଟିଏ ପ୍ରଶାସନ ଅଧୀନକୁ ଅଣାଯିବା ପାଇଁ ପ୍ରସ୍ତାବ ଦିଆଯାଇଥିଲା । କିନ୍ତୁ ବଙ୍ଗ ବିଭାଜନ ରଦ୍ଦ ହେବା ପରେ ଓଡ଼ିଶାକୁ ବିହାର ସହ ଯୋଡ଼ି ଦିଆଗଲା । ତଥାପି ଓଡ଼ିଆମାନେ ହତାଶ ନହୋଇ ସଂଗ୍ରାମ ଜାରି ରଖିଥିଲେ । ସାଇମନ କମିଶନ ଓଡ଼ିଶା ଆସିବା ପରେ ସ୍ୱତନ୍ତ୍ର ପ୍ରଦେଶ ଦାବି ଜୋରଦାର ହୋଇଥିଲା । ଓଡ଼ିଆ ନେତାମାନେ ଗୋଲଟେବୁଲ ବୈଠକରେ ମଧ୍ୟ ଏହି ଦାବି ଉପସ୍ଥାପନ କରିଥିଲେ । ୧୯୩୧ ମସିହାରେ ଓ'ଡୋନେଲ କମିଟି ଗଠନ କରାଯାଇ ସୀମା ନିର୍ଦ୍ଧାରଣ ପାଇଁ ସୁପାରିସ କରାଗଲା । ଏହି କମିଟିରେ ଥିବା ଅଣଓଡ଼ିଆ ସଦସ୍ୟମାନେ ଓଡ଼ିଆଙ୍କ ଦାବିକୁ ଯଥାର୍ଥ ବୋଲି ମତ ଦେଇଥିଲେ । ବ୍ରିଟିଶ ପ୍ରଶାସକ, ମିଶନାରୀ ଓ ଭାଷାବିତ୍‌ଙ୍କ ସହଯୋଗ ବିନା ସ୍ୱତନ୍ତ୍ର ଓଡ଼ିଶା ପ୍ରଦେଶ ଗଠନ ହୁଏତ ଏତେ ଶୀଘ୍ର ସମ୍ଭବ ହୋଇନଥାନ୍ତା । ପାରଳାଖେମୁଣ୍ଡି, କୋରାପୁଟ ଓ ଗଞ୍ଜାମର ଅଂଶବିଶେଷ ଓଡ଼ିଶାରେ ମିଶିବା ପଛରେ ଅନେକଙ୍କ ଅବଦାନ ରହିଛି । ଆଜି ଓଡ଼ିଶା ଦିବସ ଅବସରରେ ସେହି ସମସ୍ତ ମହାନ ବ୍ୟକ୍ତିଙ୍କୁ ଆମେ ସ୍ମରଣ କରିବା ଉଚିତ୍ । ସେମାନଙ୍କ ତ୍ୟାଗ ଓ ଉଦ୍ୟମ ଯୋଗୁଁ ହିଁ ଆଜି ଓଡ଼ିଆ ଜାତି ନିଜର ସ୍ୱତନ୍ତ୍ର ପରିଚୟ ନେଇ ଗର୍ବିତ । [756,832,1154,1044]
mini-answer-cell: 9 [1309,2187,1329,2202]
mini-answer-cell: 2 [1309,2127,1329,2142]
pachisa-section [1168,1398,1494,1588]
sudoku-cell[interactable]: 6 [1348,1867,1379,1909]
mini-answer-cell: 7 [1469,2157,1489,2172]
mini-answer-cell: 7 [1309,2112,1329,2127]
bullet-icon: ■ [1168,1548,1179,1562]
zilla-diary-section [6,928,318,1800]
mini-answer-cell: 3 [1309,2172,1329,2187]
sudoku-cell[interactable] [1192,1700,1223,1742]
bullet-icon: ■ [1168,1492,1179,1505]
sudoku-cell[interactable] [1379,1783,1410,1825]
mini-answer-cell: 7 [1329,2067,1349,2082]
editor-email-link[interactable]: E-mail:dharitripress@gmail.com [1222,1252,1440,1266]
